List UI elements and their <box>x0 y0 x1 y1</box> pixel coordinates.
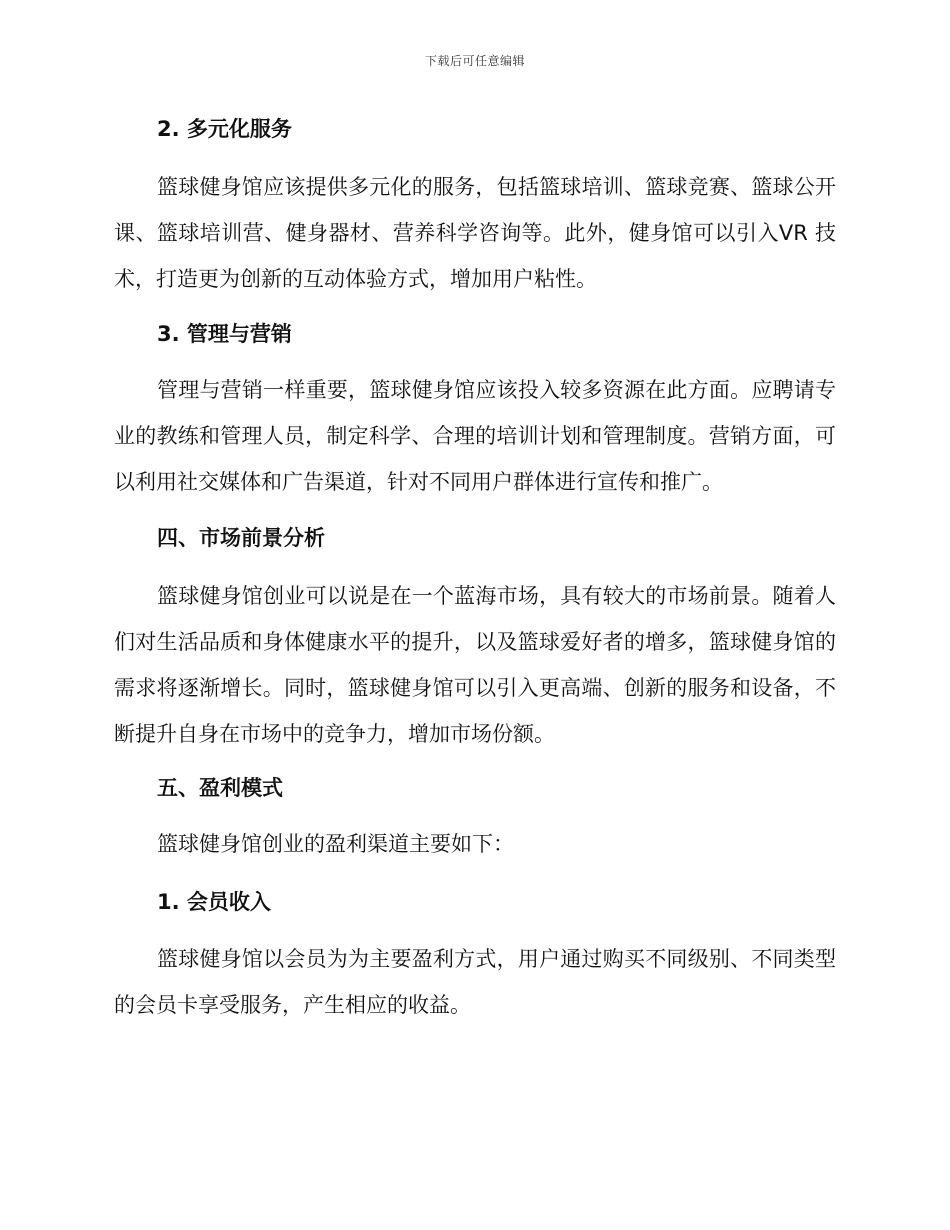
section-heading <box>114 319 836 349</box>
section-heading <box>114 523 836 553</box>
section-body <box>114 936 836 1028</box>
paragraph-membership-income: 篮球健身馆以会员为为主要盈利方式，用户通过购买不同级别、不同类型的会员卡享受服务，产生相应的收益。 <box>114 947 836 1017</box>
section-body <box>114 573 836 757</box>
paragraph-profit-model: 篮球健身馆创业的盈利渠道主要如下： <box>157 832 514 856</box>
section-heading <box>114 114 836 144</box>
heading-membership-income: 1. 会员收入 <box>157 890 271 914</box>
section-body <box>114 367 836 505</box>
section-body <box>114 821 836 867</box>
heading-diversified-services: 2. 多元化服务 <box>157 117 292 141</box>
section-body <box>114 164 836 302</box>
heading-management-marketing: 3. 管理与营销 <box>157 322 292 346</box>
section-heading <box>114 773 836 803</box>
heading-market-outlook: 四、市场前景分析 <box>157 526 325 550</box>
paragraph-market-outlook: 篮球健身馆创业可以说是在一个蓝海市场，具有较大的市场前景。随着人们对生活品质和身体健康水平的提升，以及篮球爱好者的增多，篮球健身馆的需求将逐渐增长。同时，篮球健身馆可以引入更高端、创新的服务和设备，不断提升自身在市场中的竞争力，增加市场份额。 <box>114 584 836 746</box>
paragraph-management-marketing: 管理与营销一样重要，篮球健身馆应该投入较多资源在此方面。应聘请专业的教练和管理人员，制定科学、合理的培训计划和管理制度。营销方面，可以利用社交媒体和广告渠道，针对不同用户群体进行宣传和推广。 <box>114 378 836 494</box>
section-heading <box>114 887 836 917</box>
page-header: 下载后可任意编辑 <box>424 54 525 68</box>
heading-profit-model: 五、盈利模式 <box>157 776 283 800</box>
paragraph-diversified-services: 篮球健身馆应该提供多元化的服务，包括篮球培训、篮球竞赛、篮球公开课、篮球培训营、健身器材、营养科学咨询等。此外，健身馆可以引入VR 技术，打造更为创新的互动体验方式，增加用户粘性。 <box>114 175 836 291</box>
